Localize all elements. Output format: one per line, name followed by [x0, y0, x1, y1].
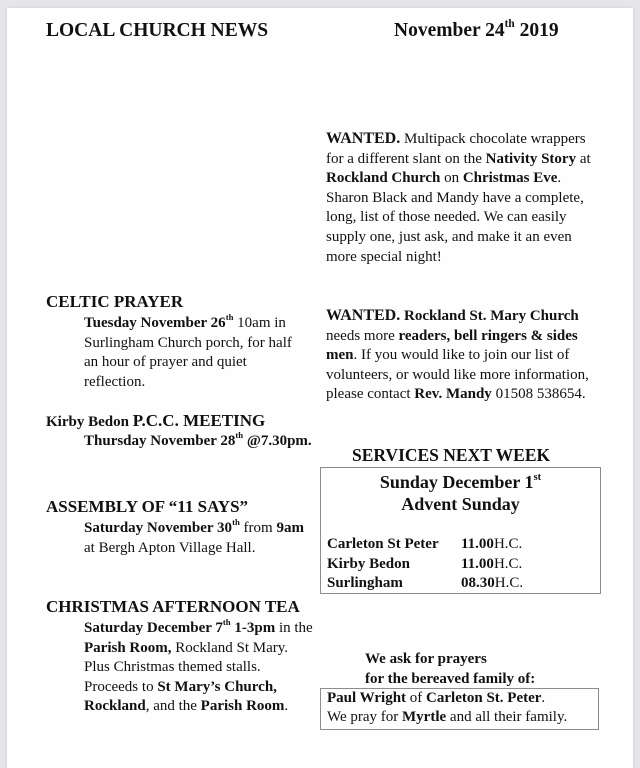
assembly-details: Saturday November 30th from 9am at Bergh Apton Village Hall. — [84, 517, 304, 556]
newsletter-date: November 24th 2019 — [394, 18, 559, 41]
bereaved-name: Paul Wright of Carleton St. Peter. — [327, 690, 546, 706]
service-row: Carleton St Peter 11.00 H.C. — [327, 536, 523, 552]
service-row: Kirby Bedon 11.00 H.C. — [327, 555, 523, 572]
assembly-heading: ASSEMBLY OF “11 SAYS” — [46, 497, 249, 516]
afternoon-tea-details: Saturday December 7th 1-3pm in the Parish Room, Rockland St Mary. Plus Christmas themed stalls. Proceeds to St Mary’s Church, Rockland, and the Parish Room. — [84, 617, 313, 715]
newsletter-title: LOCAL CHURCH NEWS — [46, 20, 269, 41]
services-box — [320, 467, 601, 594]
services-occasion: Advent Sunday — [401, 494, 520, 514]
pcc-meeting-heading: Kirby Bedon P.C.C. MEETING — [46, 411, 266, 430]
celtic-prayer-heading: CELTIC PRAYER — [46, 292, 184, 311]
prayers-box — [320, 688, 599, 730]
afternoon-tea-heading: CHRISTMAS AFTERNOON TEA — [46, 597, 300, 616]
celtic-prayer-details: Tuesday November 26th 10am in Surlingham Church porch, for half an hour of prayer and quiet reflection. — [84, 312, 292, 390]
prayers-request: We ask for prayers for the bereaved family of: — [365, 651, 536, 687]
service-row: Surlingham 08.30 H.C. — [327, 575, 524, 591]
wanted-wrappers-notice: WANTED. Multipack chocolate wrappers for a different slant on the Nativity Story at Rockland Church on Christmas Eve. Sharon Black and Mandy have a complete, long, list of those needed. We can easily supply one, just ask, and make it an even more special night! — [326, 130, 591, 265]
services-table — [321, 535, 600, 594]
prayer-line: We pray for Myrtle and all their family. — [327, 709, 568, 725]
services-heading: SERVICES NEXT WEEK — [352, 445, 551, 465]
wanted-volunteers-notice: WANTED. Rockland St. Mary Church needs more readers, bell ringers & sides men. If you would like to join our list of volunteers, or would like more information, please contact Rev. Mandy 01508 538654. — [326, 307, 589, 403]
services-day: Sunday December 1st — [379, 471, 542, 492]
pcc-meeting-details: Thursday November 28th @7.30pm. — [84, 430, 312, 449]
